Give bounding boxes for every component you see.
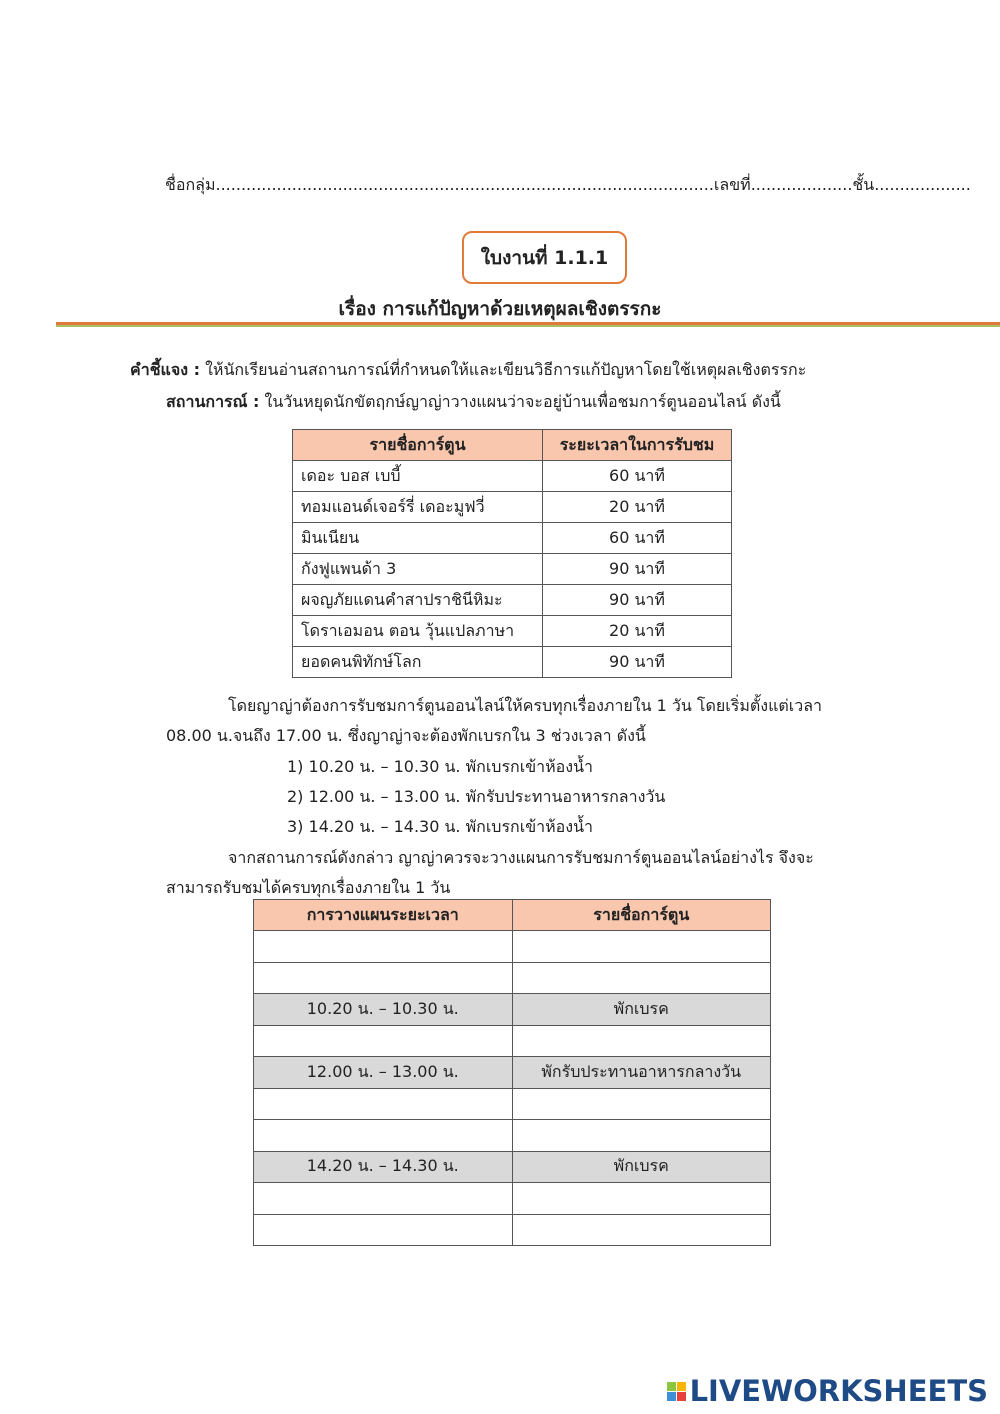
duration-cell: 20 นาที bbox=[543, 492, 732, 523]
cartoon-name-cell: ยอดคนพิทักษ์โลก bbox=[293, 647, 543, 678]
time-cell: 12.00 น. – 13.00 น. bbox=[254, 1057, 513, 1089]
liveworksheets-logo bbox=[667, 1374, 988, 1408]
paragraph: โดยญาญ่าต้องการรับชมการ์ตูนออนไลน์ให้ครบทุกเรื่องภายใน 1 วัน โดยเริ่มตั้งแต่เวลา bbox=[228, 696, 823, 715]
paragraph: 08.00 น.จนถึง 17.00 น. ซึ่งญาญ่าจะต้องพักเบรกใน 3 ช่วงเวลา ดังนี้ bbox=[166, 726, 646, 745]
table-row bbox=[254, 1214, 771, 1246]
cartoon-name-cell: กังฟูแพนด้า 3 bbox=[293, 554, 543, 585]
cartoon-cell[interactable] bbox=[512, 1120, 771, 1152]
time-cell[interactable] bbox=[254, 1183, 513, 1215]
time-cell[interactable] bbox=[254, 1120, 513, 1152]
table-row bbox=[254, 1057, 771, 1089]
logo-cubes-icon bbox=[667, 1382, 686, 1401]
header-fields: ชื่อกลุ่ม..................................................................................................เลขที่....................ชั้น................... bbox=[165, 175, 971, 194]
situation bbox=[166, 390, 781, 415]
column-header: ระยะเวลาในการรับชม bbox=[543, 430, 732, 461]
duration-cell: 60 นาที bbox=[543, 461, 732, 492]
table-row bbox=[254, 1120, 771, 1152]
time-cell[interactable] bbox=[254, 1025, 513, 1057]
time-cell: 14.20 น. – 14.30 น. bbox=[254, 1151, 513, 1183]
divider bbox=[56, 322, 1000, 327]
worksheet-title: ใบงานที่ 1.1.1 bbox=[462, 231, 627, 284]
logo-text: LIVEWORKSHEETS bbox=[689, 1374, 988, 1408]
table-row bbox=[254, 1183, 771, 1215]
plan-table bbox=[253, 899, 771, 1246]
cartoon-cell[interactable] bbox=[512, 1183, 771, 1215]
table-row bbox=[293, 647, 732, 678]
break-item: 1) 10.20 น. – 10.30 น. พักเบรกเข้าห้องน้ำ bbox=[287, 757, 594, 776]
table-row bbox=[254, 962, 771, 994]
table-row bbox=[254, 1151, 771, 1183]
duration-cell: 60 นาที bbox=[543, 523, 732, 554]
break-item: 3) 14.20 น. – 14.30 น. พักเบรกเข้าห้องน้ำ bbox=[287, 817, 594, 836]
cartoon-cell: พักเบรค bbox=[512, 994, 771, 1026]
cartoon-name-cell: โดราเอมอน ตอน วุ้นแปลภาษา bbox=[293, 616, 543, 647]
cartoon-name-cell: เดอะ บอส เบบี้ bbox=[293, 461, 543, 492]
duration-cell: 90 นาที bbox=[543, 585, 732, 616]
cartoon-name-cell: ผจญภัยแดนคำสาปราชินีหิมะ bbox=[293, 585, 543, 616]
time-cell[interactable] bbox=[254, 1214, 513, 1246]
time-cell[interactable] bbox=[254, 931, 513, 963]
table-row bbox=[293, 616, 732, 647]
column-header: รายชื่อการ์ตูน bbox=[293, 430, 543, 461]
duration-cell: 90 นาที bbox=[543, 647, 732, 678]
cartoon-cell: พักเบรค bbox=[512, 1151, 771, 1183]
duration-cell: 20 นาที bbox=[543, 616, 732, 647]
time-cell[interactable] bbox=[254, 1088, 513, 1120]
table-row bbox=[254, 994, 771, 1026]
duration-cell: 90 นาที bbox=[543, 554, 732, 585]
worksheet-subtitle: เรื่อง การแก้ปัญหาด้วยเหตุผลเชิงตรรกะ bbox=[338, 298, 662, 320]
cartoon-cell[interactable] bbox=[512, 1214, 771, 1246]
table-row bbox=[293, 461, 732, 492]
cartoon-cell[interactable] bbox=[512, 962, 771, 994]
cartoon-table bbox=[292, 429, 732, 678]
paragraph: จากสถานการณ์ดังกล่าว ญาญ่าควรจะวางแผนการรับชมการ์ตูนออนไลน์อย่างไร จึงจะ bbox=[228, 848, 814, 867]
cartoon-name-cell: มินเนียน bbox=[293, 523, 543, 554]
column-header: รายชื่อการ์ตูน bbox=[512, 900, 771, 931]
time-cell[interactable] bbox=[254, 962, 513, 994]
table-row bbox=[293, 523, 732, 554]
table-row bbox=[254, 1025, 771, 1057]
cartoon-cell[interactable] bbox=[512, 931, 771, 963]
break-item: 2) 12.00 น. – 13.00 น. พักรับประทานอาหารกลางวัน bbox=[287, 787, 666, 806]
situation-text: ในวันหยุดนักขัตฤกษ์ญาญ่าวางแผนว่าจะอยู่บ้านเพื่อชมการ์ตูนออนไลน์ ดังนี้ bbox=[259, 392, 781, 411]
table-row bbox=[254, 931, 771, 963]
cartoon-name-cell: ทอมแอนด์เจอร์รี่ เดอะมูฟวี่ bbox=[293, 492, 543, 523]
cartoon-cell: พักรับประทานอาหารกลางวัน bbox=[512, 1057, 771, 1089]
paragraph: สามารถรับชมได้ครบทุกเรื่องภายใน 1 วัน bbox=[166, 878, 451, 897]
cartoon-cell[interactable] bbox=[512, 1088, 771, 1120]
table-row bbox=[293, 585, 732, 616]
situation-label: สถานการณ์ : bbox=[166, 392, 260, 411]
time-cell: 10.20 น. – 10.30 น. bbox=[254, 994, 513, 1026]
table-row bbox=[254, 1088, 771, 1120]
instructions bbox=[130, 358, 806, 383]
cartoon-cell[interactable] bbox=[512, 1025, 771, 1057]
instructions-label: คำชี้แจง : bbox=[130, 360, 201, 379]
table-row bbox=[293, 492, 732, 523]
table-row bbox=[293, 554, 732, 585]
instructions-text: ให้นักเรียนอ่านสถานการณ์ที่กำหนดให้และเขียนวิธีการแก้ปัญหาโดยใช้เหตุผลเชิงตรรกะ bbox=[200, 360, 807, 379]
column-header: การวางแผนระยะเวลา bbox=[254, 900, 513, 931]
